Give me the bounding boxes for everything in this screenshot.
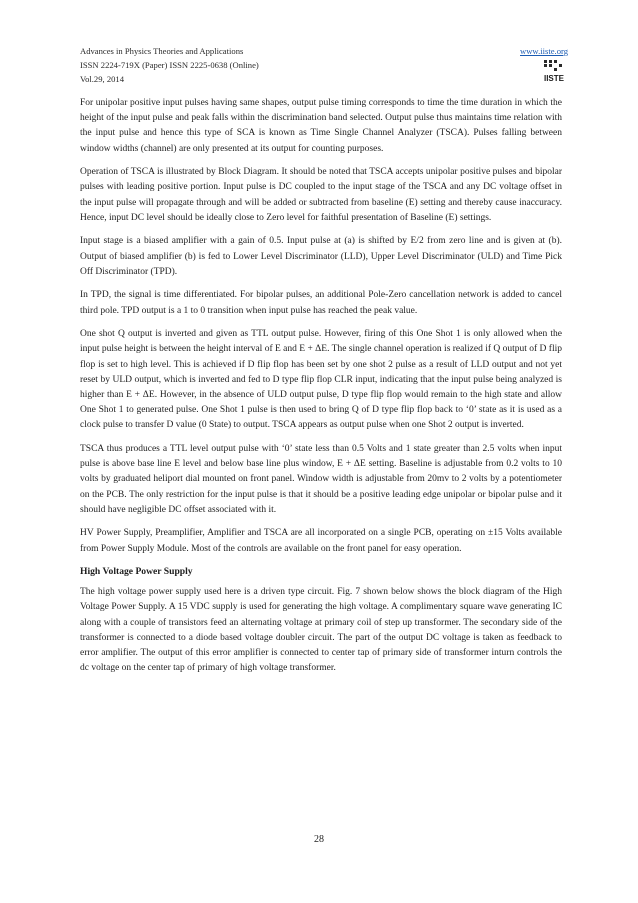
journal-volume: Vol.29, 2014 (80, 74, 125, 84)
body-paragraph: For unipolar positive input pulses having same shapes, output pulse timing corresponds to time the time duration in which the height of the input pulse and peak falls within the discrimination band selected. Output pulse thus maintains time relation with the input pulse and hence this type of SCA is known as Time Single Channel Analyzer (TSCA). Pulses falling between window widths (channel) are only presented at its output for counting purposes. (80, 98, 562, 154)
section-paragraph: The high voltage power supply used here is a driven type circuit. Fig. 7 shown below shows the block diagram of the High Voltage Power Supply. A 15 VDC supply is used for generating the high voltage. A complimentary square wave generating IC along with a couple of transistors feed an alternating voltage at primary coil of step up transformer. The secondary side of the transformer is connected to a diode based voltage doubler circuit. The part of the output DC voltage is taken as feedback to error amplifier. The output of this error amplifier is connected to center tap of primary side of transformer inturn controls the dc voltage on the center tap of primary of high voltage transformer. (80, 587, 562, 674)
page-number: 28 (314, 834, 324, 845)
section-heading: High Voltage Power Supply (80, 566, 193, 578)
iiste-logo-icon (542, 60, 566, 82)
svg-text:IISTE: IISTE (543, 74, 565, 82)
journal-issn: ISSN 2224-719X (Paper) ISSN 2225-0638 (Online) (80, 60, 259, 70)
article-body (80, 96, 562, 685)
journal-title: Advances in Physics Theories and Applications (80, 46, 244, 56)
running-header (80, 44, 259, 86)
body-paragraph: One shot Q output is inverted and given as TTL output pulse. However, firing of this One Shot 1 is only allowed when the input pulse height is between the height interval of E and E + ΔE. The single channel operation is realized if Q output of D flip flop is set to high level. This is achieved if D flip flop has been set by one shot 2 pulse as a result of LLD output and not yet reset by ULD output, which is inverted and fed to D type flip flop CLR input, indicating that the input pulse being analyzed is higher than E + ΔE. However, in the absence of ULD output pulse, D type flip flop would remain to the high state and allow One Shot 1 to generated pulse. One Shot 1 pulse is then used to bring Q of D type flip flop back to ‘0’ state as it is used as a clock pulse to transfer D value (0 State) to output. TSCA appears as output pulse when one Shot 2 output is inverted. (80, 329, 562, 431)
body-paragraph: In TPD, the signal is time differentiated. For bipolar pulses, an additional Pole-Zero cancellation network is added to cancel third pole. TPD output is a 1 to 0 transition when input pulse has reached the peak value. (80, 290, 562, 316)
body-paragraph: Input stage is a biased amplifier with a gain of 0.5. Input pulse at (a) is shifted by E/2 from zero line and is given at (b). Output of biased amplifier (b) is fed to Lower Level Discriminator (LLD), Upper Level Discriminator (ULD) and Time Pick Off Discriminator (TPD). (80, 236, 562, 277)
body-paragraph: HV Power Supply, Preamplifier, Amplifier and TSCA are all incorporated on a single PCB, operating on ±15 Volts available from Power Supply Module. Most of the controls are available on the front panel for easy operation. (80, 528, 562, 554)
header-right (520, 44, 568, 58)
journal-url-link[interactable]: www.iiste.org (520, 46, 568, 56)
body-paragraph: TSCA thus produces a TTL level output pulse with ‘0’ state less than 0.5 Volts and 1 state greater than 2.5 volts when input pulse is above base line E level and below base line plus window, E + ΔE setting. Baseline is adjustable from 0.2 volts to 10 volts by graduated heliport dial mounted on front panel. Window width is adjustable from 20mv to 2 volts by a potentiometer on the PCB. The only restriction for the input pulse is that it should be a positive leading edge unipolar or bipolar pulse and it should have negligible DC offset associated with it. (80, 444, 562, 515)
body-paragraph: Operation of TSCA is illustrated by Block Diagram. It should be noted that TSCA accepts unipolar positive pulses and bipolar pulses with leading positive portion. Input pulse is DC coupled to the input stage of the TSCA and any DC voltage offset in the input pulse will propagate through and will be added or subtracted from baseline (E) setting and thereby cause inaccuracy. Hence, input DC level should be ideally close to Zero level for faithful presentation of Baseline (E) settings. (80, 167, 562, 223)
